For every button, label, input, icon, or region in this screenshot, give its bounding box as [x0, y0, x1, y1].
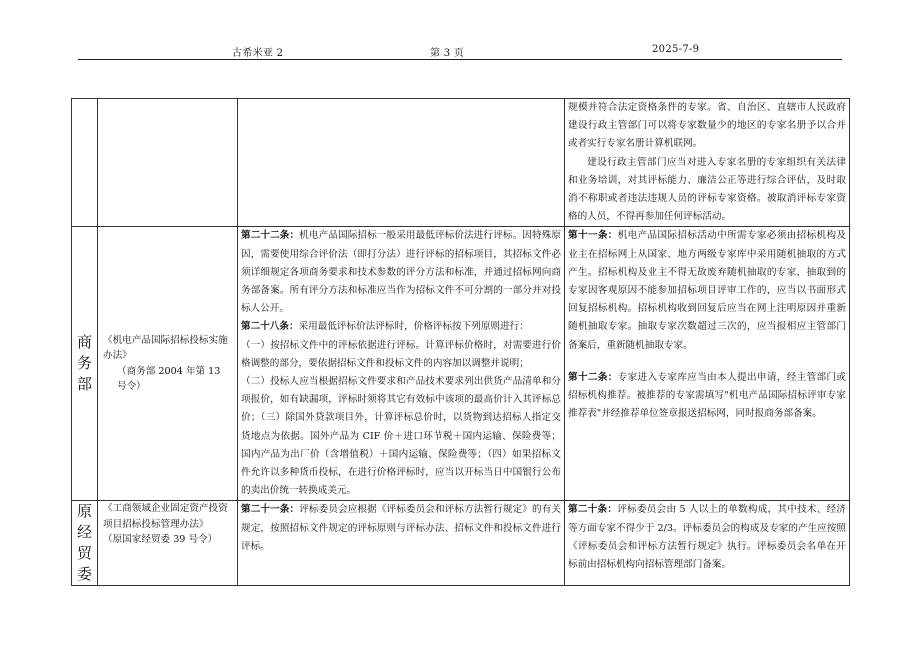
org-char: 商 [76, 333, 92, 352]
clause-title: 第十二条： [568, 371, 618, 383]
clause-cell [238, 99, 565, 227]
paragraph: 规模并符合法定资格条件的专家。省、自治区、直辖市人民政府建设行政主管部门可以将专家数量少的地区的专家名册予以合并或者实行专家名册计算机联网。 [568, 102, 846, 150]
clause-text: 评标委员会应根据《评标委员会和评标方法暂行规定》的有关规定，按照招标文件规定的评标原则与评标办法、招标文件和投标文件进行评标。 [241, 504, 562, 552]
paragraph-gap [568, 355, 846, 369]
clause-title: 第二十二条： [241, 230, 300, 242]
expert-clause-cell [565, 227, 850, 501]
header-date: 2025-7-9 [652, 44, 700, 55]
clause-item: （二）投标人应当根据招标文件要求和产品技术要求列出供货产品清单和分项报价，如有缺漏项，评标时须将其它有效标中该项的最高价计入其评标总价；（三）除国外贷款项目外，计算评标总价时，以货物到达招标人指定交货地点为依据。国外产品为 CIF 价＋进口环节税＋国内运输、保险费等；国内产品为出厂价（含增值税）＋国内运输、保险费等；（四）如果招标文件允许以多种货币投标，在进行价格评标时，应当以开标当日中国银行公布的卖出价统一转换成美元。 [241, 376, 561, 497]
table-row [72, 501, 850, 586]
header-rule [78, 59, 842, 60]
clause-title: 第二十条： [568, 504, 618, 516]
clause-cell [238, 227, 565, 501]
law-name: 《工商领域企业固定资产投资项目招标投标管理办法》 [103, 503, 228, 530]
law-source: （原国家经贸委 39 号令） [103, 534, 218, 546]
clause-cell [238, 501, 565, 586]
org-cell-former-state-economic-trade-commission [72, 501, 98, 586]
expert-clause-cell [565, 501, 850, 586]
org-char: 部 [76, 375, 92, 394]
clause-item: （一）按招标文件中的评标依据进行评标。计算评标价格时，对需要进行价格调整的部分，要依据招标文件和投标文件的内容加以调整并说明； [241, 339, 561, 369]
clause-text: 专家进入专家库应当由本人提出申请，经主管部门或招标机构推荐。被推荐的专家需填写"机电产品国际招标评审专家推荐表"并经推荐单位签章报送招标网，同时报商务部备案。 [568, 371, 847, 420]
clause-title: 第二十八条： [241, 321, 299, 333]
org-cell-ministry-of-commerce [72, 227, 98, 501]
clause-text: 采用最低评标价法评标时，价格评标按下列原则进行： [298, 321, 529, 333]
org-char: 委 [76, 565, 92, 584]
clause-text: 机电产品国际招标活动中所需专家必须由招标机构及业主在招标网上从国家、地方两级专家库中采用随机抽取的方式产生。招标机构及业主不得无故废弃随机抽取的专家，抽取到的专家因客观原因不能参加招标项目评审工作的，应当以书面形式回复招标机构。招标机构收到回复后应当在网上注明原因并重新随机抽取专家。抽取专家次数超过三次的，应当报相应主管部门备案后，重新随机抽取专家。 [568, 230, 847, 351]
law-source: （商务部 2004 年第 13 号令） [117, 365, 221, 393]
law-cell [98, 501, 238, 586]
table-row [72, 99, 850, 227]
org-cell [72, 99, 98, 227]
clause-text: 机电产品国际招标一般采用最低评标价法进行评标。因特殊原因，需要使用综合评价法（即打分法）进行评标的招标项目，其招标文件必须详细规定各项商务要求和技术参数的评分方法和标准，并通过招标网向商务部备案。所有评分方法和标准应当作为招标文件不可分割的一部分并对投标人公开。 [241, 230, 562, 315]
org-char: 务 [76, 354, 92, 373]
org-char: 原 [76, 502, 92, 521]
clause-text: 评标委员会由 5 人以上的单数构成，其中技术、经济等方面专家不得少于 2/3。评标委员会的构成及专家的产生应按照《评标委员会和评标方法暂行规定》执行。评标委员会名单在开标前由招标机构向招标管理部门备案。 [568, 504, 847, 571]
clause-title: 第十一条： [568, 230, 618, 242]
table-row [72, 227, 850, 501]
org-char: 经 [76, 523, 92, 542]
header-left-title: 古希米亚 2 [232, 48, 284, 59]
law-cell [98, 99, 238, 227]
header-page-number: 第 3 页 [430, 48, 465, 59]
expert-clause-cell [565, 99, 850, 227]
paragraph: 建设行政主管部门应当对进入专家名册的专家组织有关法律和业务培训，对其评标能力、廉洁公正等进行综合评估，及时取消不称职或者违法违规人员的评标专家资格。被取消评标专家资格的人员，不得再参加任何评标活动。 [568, 156, 846, 223]
regulation-table [71, 98, 850, 586]
org-char: 贸 [76, 544, 92, 563]
clause-title: 第二十一条： [241, 504, 300, 516]
law-cell [98, 227, 238, 501]
law-name: 《机电产品国际招标投标实施办法》 [103, 334, 228, 362]
